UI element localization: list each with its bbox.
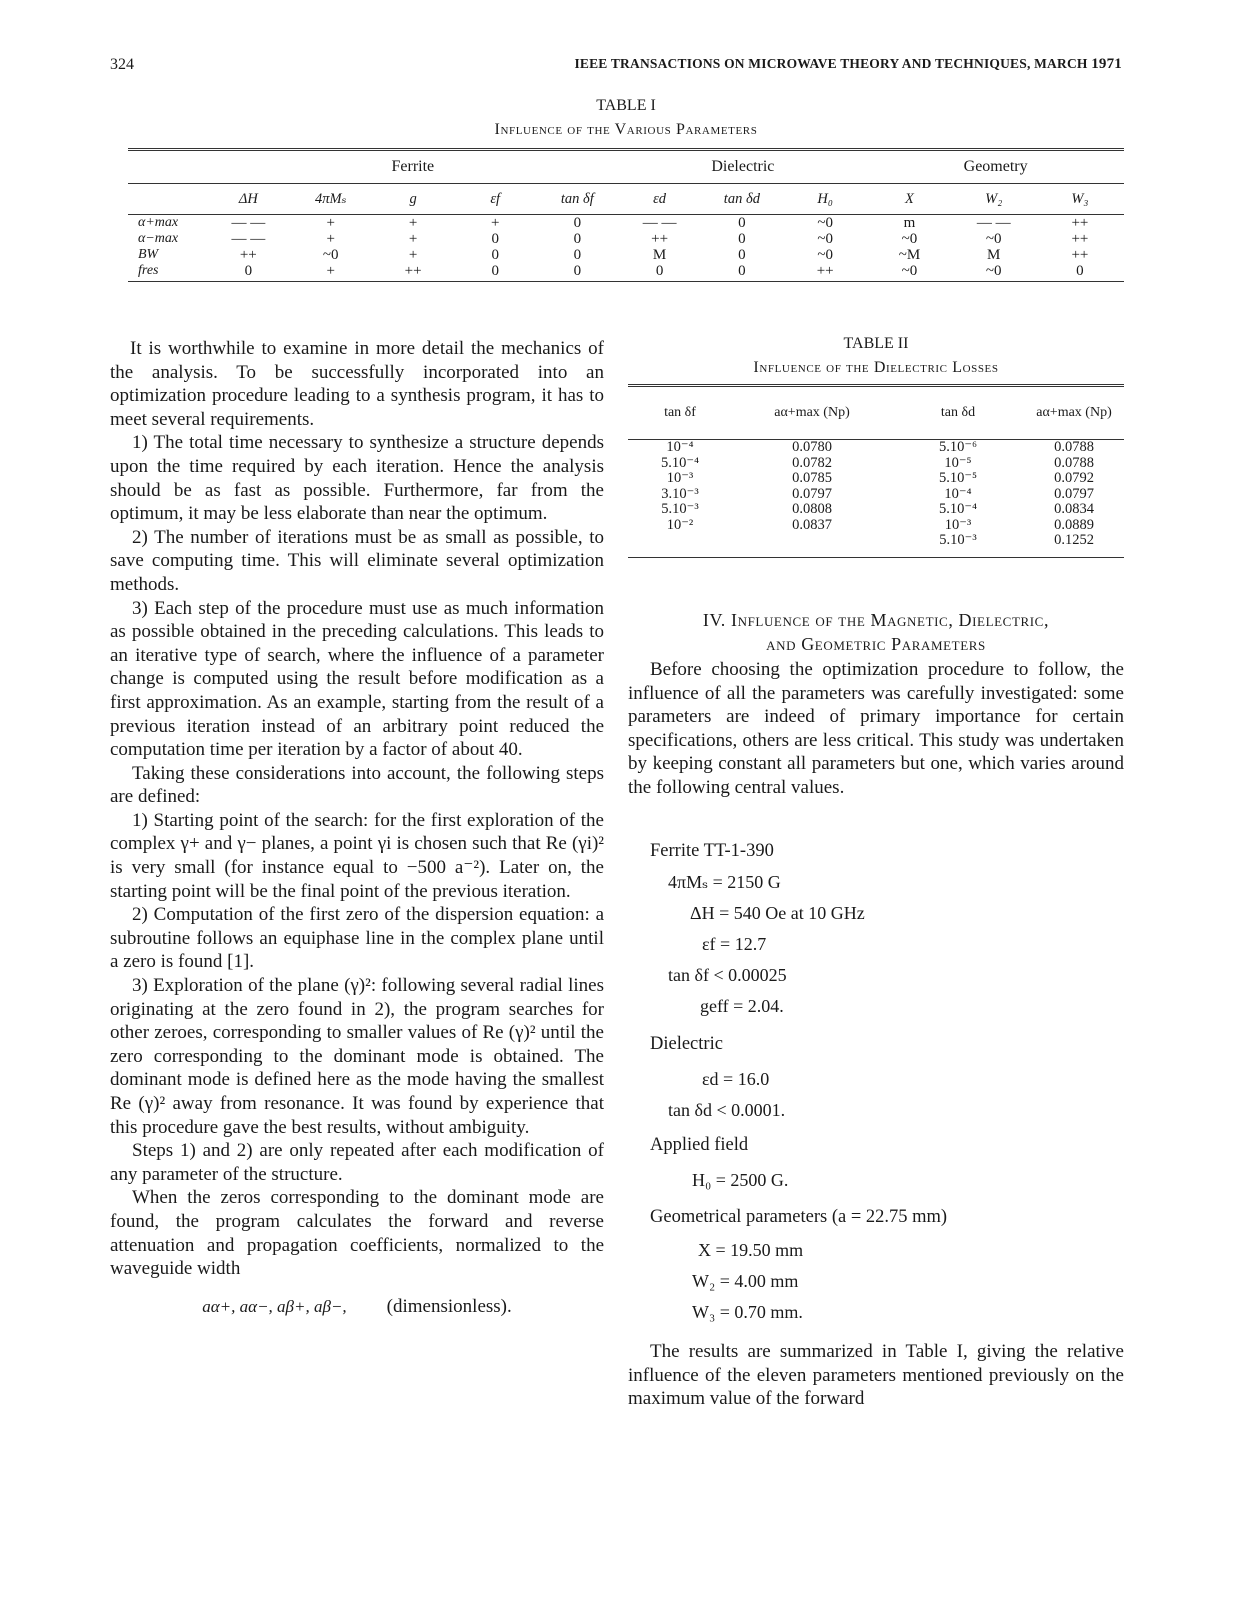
group-ferrite: Ferrite (207, 150, 618, 184)
table1-row-label: α+max (138, 215, 179, 230)
table1-cell: 0 (491, 247, 499, 263)
body-paragraph: 2) Computation of the first zero of the dispersion equation: a subroutine follows an equiphase line in the complex plane until a zero is found [1]. (110, 904, 604, 973)
geometry-heading: Geometrical parameters (a = 22.75 mm) (650, 1207, 948, 1227)
table2-cell: 10⁻³ (666, 470, 694, 486)
table1-row (128, 263, 1124, 282)
table2-cell: 5.10⁻⁶ (938, 439, 978, 455)
table2-cell: 10⁻³ (944, 516, 972, 533)
param-eps-d: εd = 16.0 (702, 1069, 770, 1089)
table2-cell: 5.10⁻³ (892, 533, 1024, 557)
table2-cell: 0.0797 (792, 485, 832, 502)
right-intro-paragraph: Before choosing the optimization procedure to follow, the influence of all the parameters was carefully investigated: some parameters are indeed of primary importance for certain specifications, others are less critical. This study was undertaken by keeping constant all parameters but one, which varies around the following central values. (628, 659, 1124, 798)
table2-label: TABLE II (843, 335, 909, 352)
table2-cell: 0.0780 (792, 439, 832, 455)
table1-cell: + (326, 215, 335, 231)
section-heading (628, 608, 1124, 656)
table1-cell: 0 (738, 247, 746, 263)
table1-cell: 0 (536, 263, 618, 282)
table2-row (628, 502, 1124, 518)
table2-row (628, 440, 1124, 456)
body-paragraph: Taking these considerations into account, the following steps are defined: (110, 762, 604, 808)
left-column (110, 337, 604, 1318)
table2-cell: 0.0837 (792, 516, 832, 533)
table1-cell: ~0 (901, 231, 918, 247)
right-column-intro (628, 658, 1124, 800)
table1-cell: + (326, 231, 335, 247)
table2-row (628, 518, 1124, 534)
table2-cell: 0.0889 (1054, 516, 1094, 533)
table2-row (628, 456, 1124, 472)
page-header (110, 56, 1122, 82)
table2-cell (732, 533, 892, 557)
journal-year: 1971 (1091, 56, 1122, 72)
table1-caption: Influence of the Various Parameters (494, 121, 758, 138)
table1-cell: ~0 (817, 215, 833, 231)
body-paragraph: 1) The total time necessary to synthesize a structure depends upon the time required by each iteration. Hence the analysis should be as fast as possible. Furthermore, far from the optimum, it may be less elaborate than near the optimum. (110, 432, 604, 525)
table1-cell: 0 (738, 231, 746, 247)
table2-cell: 10⁻⁵ (944, 454, 972, 471)
section-title-line1: IV. Influence of the Magnetic, Dielectric, (702, 610, 1050, 630)
body-paragraph: 1) Starting point of the search: for the first exploration of the complex γ+ and γ− planes, a point γi is chosen such that Re (γi)² is very small (for instance equal to −500 a⁻²). Later on, the starting point will be the final point of the previous iteration. (110, 809, 604, 902)
table2-cell: 0.0782 (792, 454, 832, 471)
table1 (128, 148, 1124, 282)
table1-cell: ~0 (817, 247, 833, 263)
table1-col-header: 4πMₛ (289, 184, 372, 215)
param-X: X = 19.50 mm (698, 1240, 804, 1260)
group-dielectric: Dielectric (618, 150, 867, 184)
table1-cell: — — (231, 215, 266, 231)
param-W3: W₃ = 0.70 mm. (692, 1302, 803, 1322)
param-deltaH: ΔH = 540 Oe at 10 GHz (690, 903, 865, 923)
table2-cell: 5.10⁻³ (661, 501, 699, 517)
table1-col-header: H₀ (783, 184, 867, 215)
table1-cell: ~M (898, 247, 921, 263)
table1-cell: 0 (207, 263, 289, 282)
table1-cell: ++ (372, 263, 454, 282)
t2-header-tan-df: tan δf (628, 386, 732, 440)
table1-col-header: tan δf (536, 184, 618, 215)
table2-cell: 0.0785 (792, 470, 832, 486)
table1-row-label: fres (128, 263, 207, 282)
param-eps-f: εf = 12.7 (702, 934, 767, 954)
table1-corner (128, 150, 207, 184)
table1-cell: 0 (738, 215, 746, 231)
table1-cell: ++ (783, 263, 867, 282)
equation-terms: aα+, aα−, aβ+, aβ−, (202, 1296, 347, 1316)
body-paragraph: Steps 1) and 2) are only repeated after each modification of any parameter of the structure. (110, 1140, 604, 1185)
table1-cell: ~0 (817, 231, 833, 247)
table1-cell: ~0 (867, 263, 951, 282)
right-closing-paragraph: The results are summarized in Table I, giving the relative influence of the eleven parameters mentioned previously on the maximum value of the forward (628, 1341, 1124, 1410)
table1-cell: 0 (573, 247, 582, 263)
body-paragraph: 2) The number of iterations must be as small as possible, to save computing time. This will eliminate several optimization methods. (110, 526, 604, 595)
table1-cell: — — (976, 215, 1011, 231)
section-title-line2: and Geometric Parameters (766, 634, 986, 654)
table1-row-header (128, 184, 207, 215)
table1-cell: 0 (573, 231, 582, 247)
table1-row (128, 215, 1124, 232)
table2-row (628, 533, 1124, 557)
table2-cell: 3.10⁻³ (661, 485, 699, 502)
param-4piMs: 4πMₛ = 2150 G (668, 872, 781, 892)
table2-row (628, 471, 1124, 487)
table2-cell: 0.0792 (1054, 470, 1094, 486)
table1-cell: ++ (1071, 247, 1089, 263)
right-column-closing (628, 1340, 1124, 1411)
table1-row-label: BW (138, 247, 159, 262)
ferrite-heading: Ferrite TT-1-390 (650, 841, 774, 861)
table2-cell: 0.0834 (1054, 501, 1094, 517)
table1-title (128, 94, 1124, 142)
table2-cell: 10⁻² (666, 516, 694, 533)
table2-caption: Influence of the Dielectric Losses (753, 359, 999, 376)
table2-cell: 0.0788 (1054, 439, 1094, 455)
table1-cell: + (490, 215, 500, 231)
table1-col-header: W₂ (952, 184, 1036, 215)
table1-cell: — — (231, 231, 266, 247)
table1-col-header: g (372, 184, 454, 215)
table1-cell: + (289, 263, 372, 282)
body-paragraph: It is worthwhile to examine in more detail the mechanics of the analysis. To be successfully incorporated into an optimization procedure leading to a synthesis program, it has to meet several requirements. (110, 338, 604, 430)
body-paragraph: 3) Each step of the procedure must use as much information as possible obtained in the preceding calculations. This leads to an iterative type of search, where the influence of a parameter change is computed using the result before modification as a first approximation. As an example, starting from the result of a previous iteration instead of an arbitrary point reduced the computation time per iteration by a factor of about 40. (110, 597, 604, 761)
table1-cell: 0 (618, 263, 700, 282)
table1-col-header: W₃ (1036, 184, 1124, 215)
table2-cell: 10⁻⁴ (666, 439, 694, 455)
table1-cell: 0 (573, 215, 582, 231)
table1-row-label: α−max (138, 231, 179, 246)
equation (110, 1295, 604, 1319)
param-tan-dd: tan δd < 0.0001. (668, 1100, 786, 1120)
table2-cell: 5.10⁻⁴ (938, 501, 978, 517)
table1-cell: ~0 (985, 231, 1002, 247)
table1-cell: 0 (491, 231, 499, 247)
table1-col-header: ΔH (207, 184, 289, 215)
page-number: 324 (110, 56, 134, 73)
table1-row (128, 247, 1124, 263)
table1-col-header: εd (618, 184, 700, 215)
param-W2: W₂ = 4.00 mm (692, 1271, 799, 1291)
table1-cell: + (408, 231, 418, 247)
body-paragraph: 3) Exploration of the plane (γ)²: following several radial lines originating at the zero found in 2), the program searches for other zeroes, corresponding to smaller values of Re (γ)² until the zero corresponding to the dominant mode is obtained. The dominant mode is defined here as the mode having the smallest Re (γ)² away from resonance. It was found by experience that this procedure gave the best results, without ambiguity. (110, 975, 604, 1138)
table1-cell: M (987, 247, 1001, 263)
table1-cell: ++ (1071, 215, 1089, 231)
table1-label: TABLE I (596, 97, 656, 114)
param-geff: geff = 2.04. (700, 996, 784, 1016)
table1-row (128, 231, 1124, 247)
field-heading: Applied field (650, 1135, 749, 1155)
table1-cell: — — (642, 215, 677, 231)
parameter-list (650, 836, 1120, 1328)
body-paragraph: When the zeros corresponding to the dominant mode are found, the program calculates the forward and reverse attenuation and propagation coefficients, normalized to the waveguide width (110, 1187, 604, 1280)
table2-cell: 5.10⁻⁵ (938, 470, 978, 486)
table1-cell: 0 (454, 263, 536, 282)
table1-cell: ++ (1071, 231, 1089, 247)
table1-col-header: tan δd (701, 184, 783, 215)
table1-cell: ++ (239, 247, 257, 263)
table1-cell: M (652, 247, 667, 263)
table2-cell: 0.1252 (1024, 533, 1124, 557)
t2-header-atten-1: aα+max (Np) (732, 386, 892, 440)
table2-cell: 0.0797 (1054, 485, 1094, 502)
table2-cell: 5.10⁻⁴ (660, 454, 700, 471)
table1-cell: 0 (701, 263, 783, 282)
param-H0: H₀ = 2500 G. (692, 1170, 789, 1190)
group-geometry: Geometry (867, 150, 1124, 184)
table1-cell: ++ (651, 231, 669, 247)
table2-row (628, 487, 1124, 503)
table1-col-header: X (867, 184, 951, 215)
table1-cell: 0 (1036, 263, 1124, 282)
table2-cell: 0.0808 (792, 501, 832, 517)
table2-cell (628, 533, 732, 557)
table1-cell: m (903, 215, 916, 231)
journal-name: IEEE TRANSACTIONS ON MICROWAVE THEORY AND TECHNIQUES, MARCH (574, 56, 1088, 71)
equation-note: (dimensionless). (386, 1295, 512, 1317)
t2-header-atten-2: aα+max (Np) (1024, 386, 1124, 440)
table1-cell: ~0 (322, 247, 339, 263)
table2-title (628, 332, 1124, 380)
param-tan-df: tan δf < 0.00025 (668, 965, 787, 985)
journal-title (574, 56, 1122, 73)
table2-cell: 0.0788 (1054, 454, 1094, 471)
table1-cell: + (408, 247, 418, 263)
table1-cell: + (408, 215, 418, 231)
dielectric-heading: Dielectric (650, 1034, 723, 1054)
table2 (628, 384, 1124, 558)
t2-header-tan-dd: tan δd (892, 386, 1024, 440)
table2-cell: 10⁻⁴ (944, 485, 972, 502)
table1-cell: ~0 (952, 263, 1036, 282)
table1-col-header: εf (454, 184, 536, 215)
